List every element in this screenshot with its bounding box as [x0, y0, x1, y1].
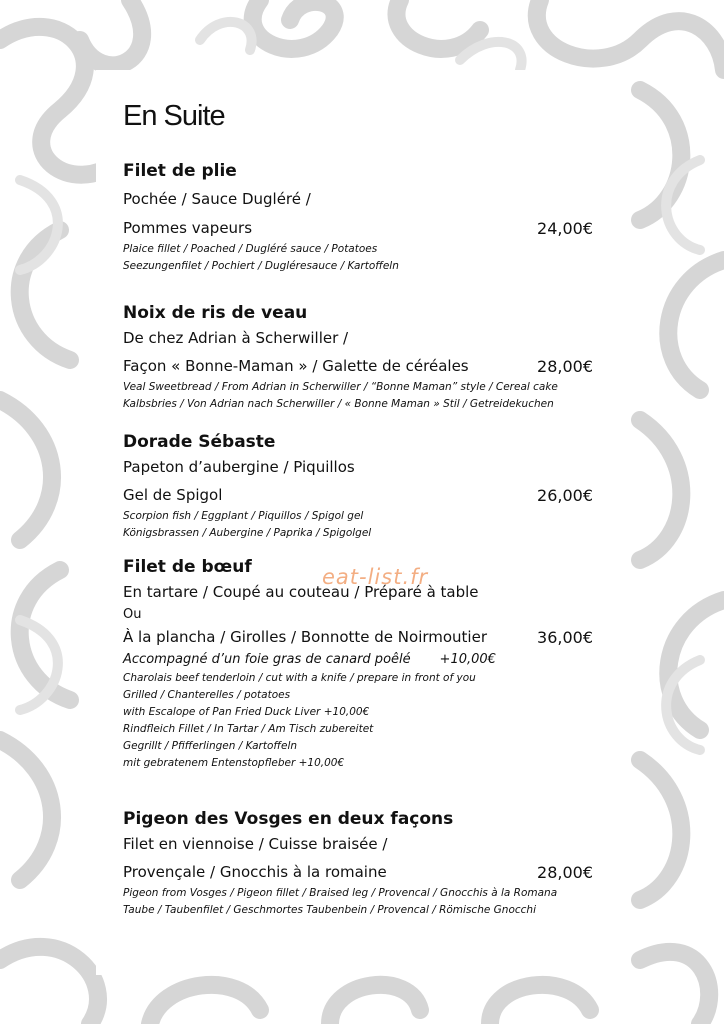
- dish-translation: Plaice fillet / Poached / Dugléré sauce / Potatoes: [123, 243, 378, 255]
- dish-description: Gel de Spigol: [123, 486, 223, 504]
- dish-noix-de-ris-de-veau: [123, 302, 593, 413]
- dish-description: À la plancha / Girolles / Bonnotte de Noirmoutier: [123, 628, 487, 646]
- dish-translation: Charolais beef tenderloin / cut with a knife / prepare in front of you: [123, 672, 476, 684]
- dish-translation: Rindfleich Fillet / In Tartar / Am Tisch zubereitet: [123, 723, 374, 735]
- dish-description: Provençale / Gnocchis à la romaine: [123, 863, 387, 881]
- dish-price: 26,00€: [537, 486, 593, 505]
- dish-translation: Gegrillt / Pfifferlingen / Kartoffeln: [123, 740, 298, 752]
- dish-pigeon-des-vosges: [123, 808, 593, 919]
- dish-dorade-sebaste: [123, 431, 593, 542]
- dish-price: 28,00€: [537, 357, 593, 376]
- dish-filet-de-plie: [123, 160, 593, 275]
- dish-description-row: [123, 354, 593, 379]
- dish-translation: Seezungenfilet / Pochiert / Dugléresauce / Kartoffeln: [123, 260, 399, 272]
- dish-name: Noix de ris de veau: [123, 303, 308, 323]
- dish-supplement: Accompagné d’un foie gras de canard poêlé +10,00€: [123, 652, 496, 667]
- dish-description-row: [123, 483, 593, 508]
- watermark: eat-list.fr: [322, 565, 429, 589]
- dish-description-row: [123, 860, 593, 885]
- dish-translation: mit gebratenem Entenstopfleber +10,00€: [123, 757, 345, 769]
- dish-name: Filet de bœuf: [123, 557, 252, 577]
- dish-translation: Grilled / Chanterelles / potatoes: [123, 689, 291, 701]
- dish-price: 24,00€: [537, 219, 593, 238]
- dish-name: Pigeon des Vosges en deux façons: [123, 809, 454, 829]
- dish-translation: Königsbrassen / Aubergine / Paprika / Spigolgel: [123, 527, 372, 539]
- dish-description: En tartare / Coupé au couteau / Préparé à table: [123, 583, 479, 601]
- dish-description: Pommes vapeurs: [123, 219, 253, 237]
- page-title: En Suite: [123, 100, 225, 132]
- dish-description: Pochée / Sauce Dugléré /: [123, 190, 311, 208]
- dish-description-row: [123, 216, 593, 241]
- dish-description: Façon « Bonne-Maman » / Galette de céréales: [123, 357, 469, 375]
- dish-name: Dorade Sébaste: [123, 432, 276, 452]
- dish-description: De chez Adrian à Scherwiller /: [123, 329, 349, 347]
- dish-price: 36,00€: [537, 628, 593, 647]
- dish-description: Papeton d’aubergine / Piquillos: [123, 458, 355, 476]
- dish-translation: Scorpion fish / Eggplant / Piquillos / Spigol gel: [123, 510, 364, 522]
- dish-translation: Veal Sweetbread / From Adrian in Scherwiller / “Bonne Maman” style / Cereal cake: [123, 381, 558, 393]
- dish-price: 28,00€: [537, 863, 593, 882]
- dish-translation: Kalbsbries / Von Adrian nach Scherwiller / « Bonne Maman » Stil / Getreidekuchen: [123, 398, 554, 410]
- dish-translation: Pigeon from Vosges / Pigeon fillet / Braised leg / Provencal / Gnocchis à la Romana: [123, 887, 558, 899]
- dish-translation: Taube / Taubenfilet / Geschmortes Taubenbein / Provencal / Römische Gnocchi: [123, 904, 536, 916]
- dish-description-row: [123, 625, 593, 650]
- dish-translation: with Escalope of Pan Fried Duck Liver +10,00€: [123, 706, 370, 718]
- dish-name: Filet de plie: [123, 161, 237, 181]
- dish-description: Filet en viennoise / Cuisse braisée /: [123, 835, 388, 853]
- dish-description-or: Ou: [123, 607, 142, 622]
